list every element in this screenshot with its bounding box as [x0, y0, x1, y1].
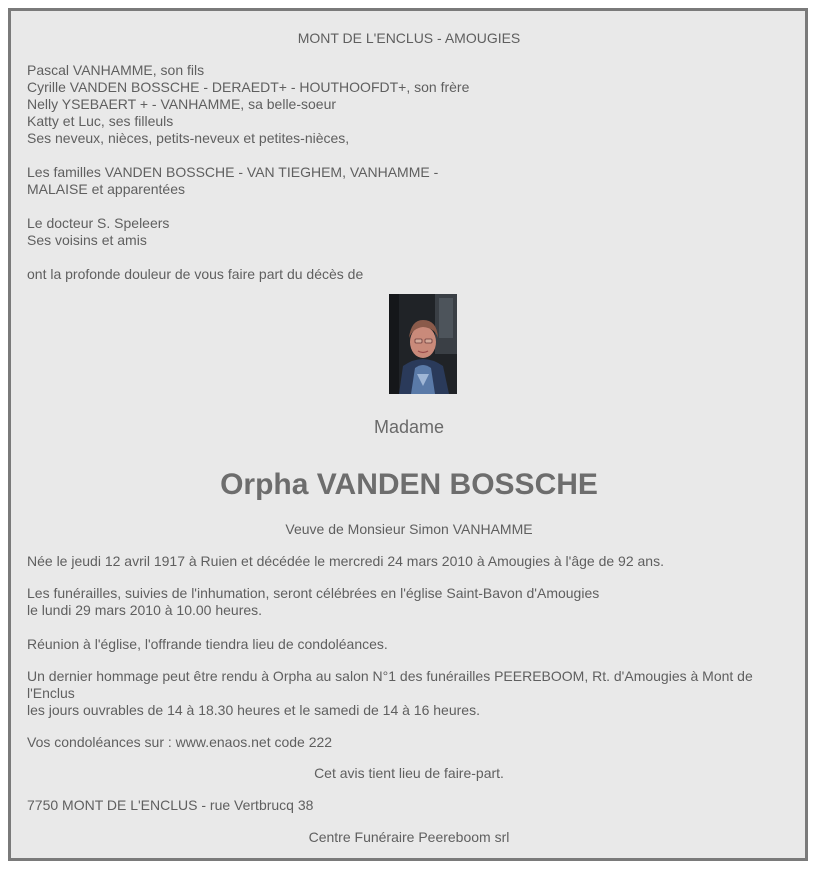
friends-list	[27, 215, 791, 249]
tribute-line: Un dernier hommage peut être rendu à Orpha au salon N°1 des funérailles PEEREBOOM, Rt. d'Amougies à Mont de	[27, 668, 753, 684]
deceased-name: Orpha VANDEN BOSSCHE	[220, 468, 598, 501]
portrait-image	[389, 294, 457, 394]
friends-line: Le docteur S. Speleers	[27, 215, 170, 231]
funeral-line: le lundi 29 mars 2010 à 10.00 heures.	[27, 602, 263, 618]
families-line: MALAISE et apparentées	[27, 181, 185, 197]
tribute-line: l'Enclus	[27, 685, 75, 701]
family-line: Ses neveux, nièces, petits-neveux et petites-nièces,	[27, 130, 350, 146]
tribute-line: les jours ouvrables de 14 à 18.30 heures et le samedi de 14 à 16 heures.	[27, 702, 480, 718]
tribute-info	[27, 668, 791, 719]
address-text: 7750 MONT DE L'ENCLUS - rue Vertbrucq 38	[27, 797, 314, 813]
condolences-text: Vos condoléances sur : www.enaos.net code 222	[27, 734, 333, 750]
families-line: Les familles VANDEN BOSSCHE - VAN TIEGHEM, VANHAMME -	[27, 164, 439, 180]
friends-line: Ses voisins et amis	[27, 232, 147, 248]
notice-text: Cet avis tient lieu de faire-part.	[314, 765, 504, 781]
widow-of: Veuve de Monsieur Simon VANHAMME	[285, 521, 533, 537]
family-list	[27, 62, 791, 147]
portrait-photo	[389, 294, 457, 394]
announcement-text: ont la profonde douleur de vous faire part du décès de	[27, 266, 364, 282]
reunion-text: Réunion à l'église, l'offrande tiendra lieu de condoléances.	[27, 636, 388, 652]
obituary-card	[8, 8, 808, 861]
family-line: Katty et Luc, ses filleuls	[27, 113, 174, 129]
birth-death-text: Née le jeudi 12 avril 1917 à Ruien et décédée le mercredi 24 mars 2010 à Amougies à l'âge de 92 ans.	[27, 553, 664, 569]
funeral-home-name: Centre Funéraire Peereboom srl	[308, 829, 510, 845]
families-list	[27, 164, 791, 198]
title-madame: Madame	[373, 417, 445, 437]
location-header: MONT DE L'ENCLUS - AMOUGIES	[297, 30, 521, 46]
family-line: Nelly YSEBAERT + - VANHAMME, sa belle-soeur	[27, 96, 337, 112]
funeral-info	[27, 585, 791, 619]
funeral-line: Les funérailles, suivies de l'inhumation, seront célébrées en l'église Saint-Bavon d'Amougies	[27, 585, 600, 601]
family-line: Pascal VANHAMME, son fils	[27, 62, 205, 78]
family-line: Cyrille VANDEN BOSSCHE - DERAEDT+ - HOUTHOOFDT+, son frère	[27, 79, 470, 95]
